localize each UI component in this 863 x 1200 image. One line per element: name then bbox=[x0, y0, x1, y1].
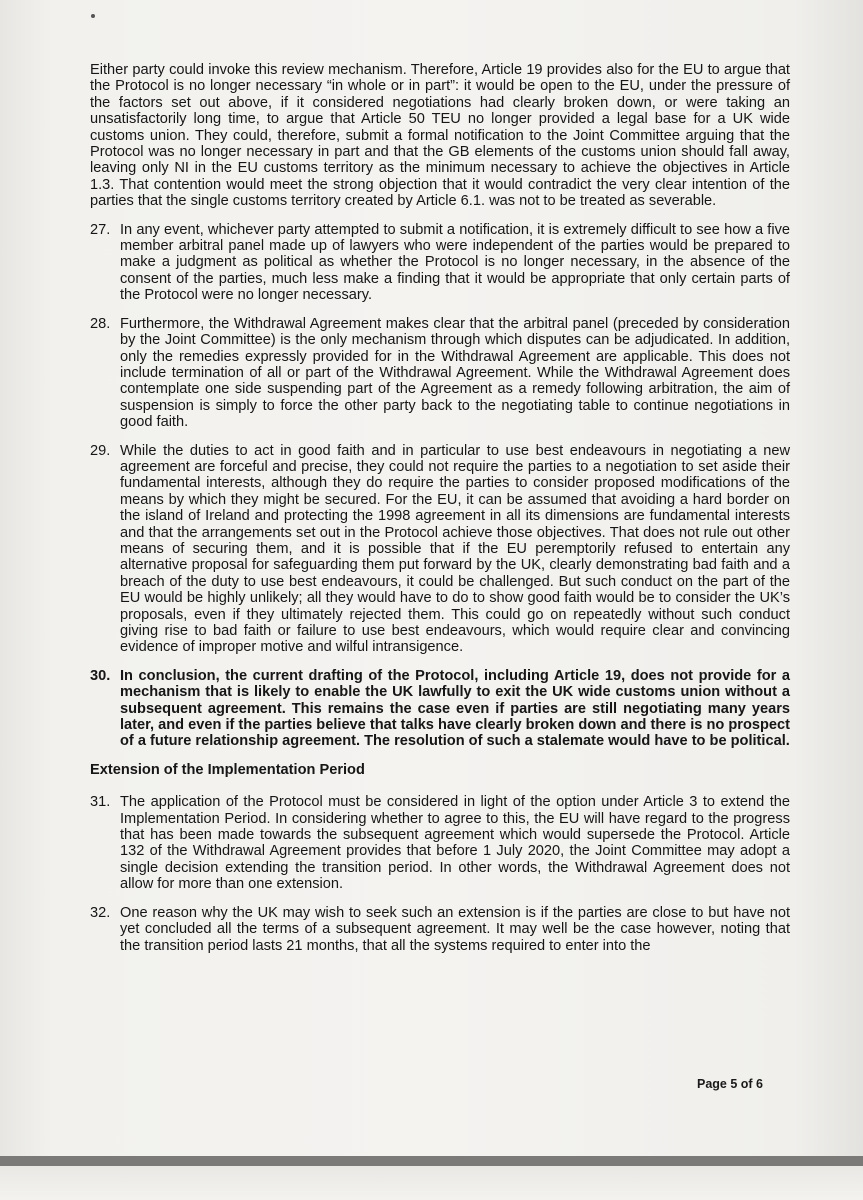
document-body bbox=[90, 62, 790, 966]
paragraph-text: The application of the Protocol must be considered in light of the option under Article 3 to extend the Implementation Period. In considering whether to agree to this, the EU will have regard to the progress that has been made towards the subsequent agreement which would supersede the Protocol. Article 132 of the Withdrawal Agreement provides that before 1 July 2020, the Joint Committee may adopt a single decision extending the transition period. In other words, the Withdrawal Agreement does not allow for more than one extension. bbox=[120, 794, 790, 893]
paragraph-30-conclusion bbox=[90, 668, 790, 750]
paragraph-29 bbox=[90, 443, 790, 656]
paragraph-text: In conclusion, the current drafting of the Protocol, including Article 19, does not provide for a mechanism that is likely to enable the UK lawfully to exit the UK wide customs union without a subsequent agreement. This remains the case even if parties are still negotiating many years later, and even if the parties believe that talks have clearly broken down and there is no prospect of a future relationship agreement. The resolution of such a stalemate would have to be political. bbox=[120, 667, 790, 750]
paragraph-text: While the duties to act in good faith and in particular to use best endeavours in negotiating a new agreement are forceful and precise, they could not require the parties to a negotiation to set aside their fundamental interests, although they do require the parties to consider proposed modifications of the means by which they might be secured. For the EU, it can be assumed that avoiding a hard border on the island of Ireland and protecting the 1998 agreement in all its dimensions are fundamental interests and that the arrangements set out in the Protocol achieve those objectives. That does not rule out other means of securing them, and it is possible that if the EU peremptorily refused to entertain any alternative proposal for safeguarding them put forward by the UK, clearly demonstrating bad faith and a breach of the duty to use best endeavours, it could be challenged. But such conduct on the part of the EU would be highly unlikely; all they would have to do to show good faith would be to consider the UK’s proposals, even if they ultimately rejected them. This could go on repeatedly without such conduct giving rise to bad faith or failure to use best endeavours, which would require clear and convincing evidence of improper motive and wilful intransigence. bbox=[120, 442, 790, 656]
next-page-edge bbox=[0, 1166, 863, 1200]
paragraph-text: Furthermore, the Withdrawal Agreement makes clear that the arbitral panel (preceded by consideration by the Joint Committee) is the only mechanism through which disputes can be adjudicated. In addition, only the remedies expressly provided for in the Withdrawal Agreement are applicable. This does not include termination of all or part of the Withdrawal Agreement. While the Withdrawal Agreement does contemplate one side suspending part of the Agreement as a remedy following arbitration, the aim of suspension is simply to force the other party back to the negotiating table to continue negotiations in good faith. bbox=[120, 315, 790, 431]
paragraph-number: 29. bbox=[90, 442, 111, 459]
paragraph-text: One reason why the UK may wish to seek such an extension is if the parties are close to but have not yet concluded all the terms of a subsequent agreement. It may well be the case however, noting that the transition period lasts 21 months, that all the systems required to enter into the bbox=[120, 904, 790, 954]
paragraph-text: In any event, whichever party attempted to submit a notification, it is extremely difficult to see how a five member arbitral panel made up of lawyers who were independent of the parties would be prepared to make a judgment as political as whether the Protocol is no longer necessary, in the absence of the consent of the parties, much less make a finding that it would be appropriate that only certain parts of the Protocol were no longer necessary. bbox=[120, 221, 790, 304]
paragraph-number: 27. bbox=[90, 221, 111, 238]
paragraph-number: 31. bbox=[90, 794, 111, 811]
paragraph-31 bbox=[90, 794, 790, 892]
section-heading: Extension of the Implementation Period bbox=[90, 761, 365, 778]
paragraph-number: 32. bbox=[90, 904, 111, 921]
page-gap bbox=[0, 1156, 863, 1166]
paragraph-27 bbox=[90, 222, 790, 304]
intro-paragraph: Either party could invoke this review mechanism. Therefore, Article 19 provides also for the EU to argue that the Protocol is no longer necessary “in whole or in part”: it would be open to the EU, under the pressure of the factors set out above, if it considered negotiations had clearly broken down, or were taking an unsatisfactorily long time, to argue that Article 50 TEU no longer provided a legal base for a UK wide customs union. They could, therefore, submit a formal notification to the Joint Committee arguing that the Protocol was no longer necessary in part and that the GB elements of the customs union should fall away, leaving only NI in the EU customs territory as the minimum necessary to achieve the objectives in Article 1.3. That contention would meet the strong objection that it would contradict the very clear intention of the parties that the single customs territory created by Article 6.1. was not to be treated as severable. bbox=[90, 62, 790, 210]
paragraph-number: 28. bbox=[90, 315, 111, 332]
page-footer: Page 5 of 6 bbox=[697, 1077, 763, 1091]
paragraph-32 bbox=[90, 905, 790, 954]
scan-speck bbox=[91, 14, 95, 18]
paragraph-number: 30. bbox=[90, 667, 111, 684]
paragraph-28 bbox=[90, 316, 790, 431]
